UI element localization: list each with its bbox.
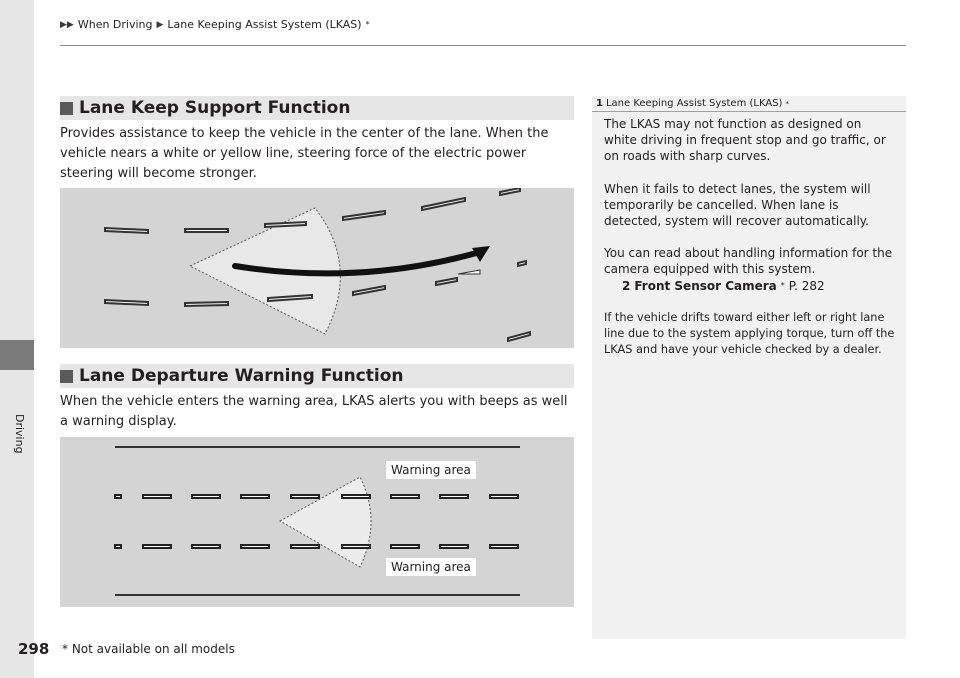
lane-departure-warning-illustration bbox=[60, 437, 574, 607]
section-heading-lane-departure-warning bbox=[60, 364, 574, 388]
lane-marker-highlight bbox=[458, 270, 480, 274]
warning-area-label-top: Warning area bbox=[386, 461, 476, 479]
section-heading-lane-keep-support bbox=[60, 96, 574, 120]
reference-arrow-icon: 2 bbox=[622, 278, 631, 293]
not-all-models-mark: * bbox=[365, 20, 370, 29]
sidebar-heading-title: Lane Keeping Assist System (LKAS) bbox=[605, 98, 783, 109]
sidebar-body bbox=[604, 116, 898, 374]
lane-dashes-lower bbox=[115, 545, 518, 548]
breadcrumb-item-when-driving[interactable]: When Driving bbox=[77, 18, 153, 31]
section-title: Lane Departure Warning Function bbox=[79, 366, 404, 386]
lane-keep-support-illustration bbox=[60, 188, 574, 348]
lane-departure-diagram bbox=[60, 437, 574, 607]
page-number: 298 bbox=[18, 640, 50, 658]
section-title: Lane Keep Support Function bbox=[79, 98, 351, 118]
reference-link-front-sensor-camera[interactable]: Front Sensor Camera bbox=[634, 278, 777, 293]
section-body: When the vehicle enters the warning area, LKAS alerts you with beeps as well a warning display. bbox=[60, 394, 568, 429]
not-all-models-mark: * bbox=[785, 99, 789, 108]
sidebar-paragraph: The LKAS may not function as designed on white driving in frequent stop and go traffic, or on roads with sharp curves. bbox=[604, 117, 886, 164]
square-bullet-icon bbox=[60, 102, 73, 115]
chevron-right-icon: ▶▶ bbox=[60, 19, 74, 30]
sidebar-paragraph: When it fails to detect lanes, the system will temporarily be cancelled. When lane is detected, system will recover automatically. bbox=[604, 181, 871, 229]
breadcrumb bbox=[60, 18, 370, 31]
sidebar-note: If the vehicle drifts toward either left or right lane line due to the system applying torque, turn off the LKAS and have your vehicle checked by a dealer. bbox=[604, 310, 895, 357]
not-all-models-mark: * bbox=[780, 280, 785, 290]
note-number: 1 bbox=[596, 98, 603, 109]
lane-dashes-upper bbox=[115, 495, 518, 498]
reference-page: P. 282 bbox=[788, 278, 825, 293]
side-margin-top bbox=[0, 0, 34, 340]
side-tab-label: Driving bbox=[13, 414, 26, 454]
header-rule bbox=[60, 45, 906, 46]
chevron-right-icon: ▶ bbox=[156, 19, 164, 30]
warning-area-cone bbox=[280, 477, 371, 567]
breadcrumb-item-lkas[interactable]: Lane Keeping Assist System (LKAS) bbox=[167, 18, 362, 31]
cross-reference[interactable] bbox=[604, 278, 898, 294]
footnote: * Not available on all models bbox=[62, 642, 235, 656]
sidebar-heading bbox=[592, 96, 906, 112]
sidebar-paragraph: You can read about handling information for the camera equipped with this system. bbox=[604, 246, 893, 277]
section-body: Provides assistance to keep the vehicle in the center of the lane. When the vehicle nears a white or yellow line, steering force of the electric power steering will become stronger. bbox=[60, 126, 549, 181]
square-bullet-icon bbox=[60, 370, 73, 383]
warning-area-label-bottom: Warning area bbox=[386, 558, 476, 576]
side-tab-marker bbox=[0, 340, 34, 370]
lane-keep-diagram bbox=[60, 188, 574, 348]
sidebar-notes bbox=[592, 96, 906, 639]
